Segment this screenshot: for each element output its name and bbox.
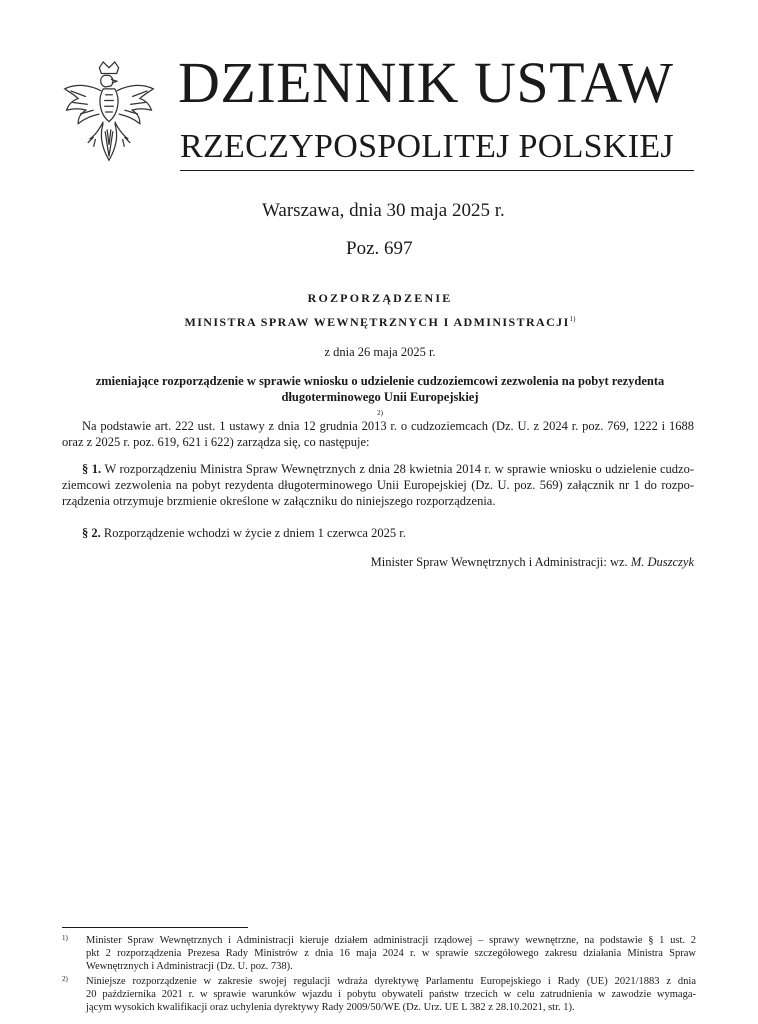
subject-line: zmieniające rozporządzenie w sprawie wniosku o udzielenie cudzoziemcowi zezwolenia na pobyt rezydenta: [95, 374, 665, 388]
signature-text: Minister Spraw Wewnętrznych i Administracji: wz.: [370, 555, 628, 569]
place-and-date: Warszawa, dnia 30 maja 2025 r.: [262, 200, 505, 221]
journal-title: DZIENNIK USTAW: [178, 50, 674, 115]
footnote-2: [62, 975, 696, 1015]
section-2: [62, 525, 694, 541]
section-1-text: W rozporządzeniu Ministra Spraw Wewnętrznych z dnia 28 kwietnia 2014 r. w sprawie wniosku o udzielenie cudzo-: [104, 462, 695, 476]
footnote-mark: 2): [62, 975, 68, 983]
footnote-line: Wewnętrznych i Administracji (Dz. U. poz. 738).: [86, 961, 293, 973]
section-1-label: § 1.: [82, 462, 102, 476]
footnote-1: [62, 934, 696, 974]
section-2-label: § 2.: [82, 526, 101, 540]
signatory-name: M. Duszczyk: [630, 555, 694, 569]
footnote-ref-2: 2): [377, 409, 383, 417]
act-issuer: [60, 311, 700, 330]
footnote-text: [86, 975, 696, 1015]
section-1-first-line: [62, 461, 694, 477]
paragraph-line: oraz z 2025 r. poz. 619, 621 i 622) zarządza się, co następuje:: [62, 435, 370, 450]
paragraph-line: rządzenia otrzymuje brzmienie określone w załączniku do niniejszego rozporządzenia.: [62, 494, 496, 509]
footnote-line: Niniejsze rozporządzenie w zakresie swojej regulacji wdraża dyrektywę Parlamentu Europejskiego i Rady (UE) 2021/1883 z dnia: [86, 976, 696, 987]
footnote-divider: [62, 927, 248, 928]
act-subject: [60, 373, 700, 424]
journal-subtitle: RZECZYPOSPOLITEJ POLSKIEJ: [180, 128, 674, 165]
issuer-name: MINISTRA SPRAW WEWNĘTRZNYCH I ADMINISTRACJI: [184, 315, 570, 329]
section-2-line: [62, 525, 694, 541]
section-1: [62, 461, 694, 510]
legal-basis-paragraph: [62, 418, 694, 450]
footnote-line: 20 października 2021 r. w sprawie warunków wjazdu i pobytu obywateli państw trzecich w celu zatrudnienia w zawodzie wymaga-: [86, 989, 696, 1001]
footnote-mark: 1): [62, 934, 68, 942]
white-eagle-emblem-icon: [60, 60, 158, 166]
section-2-text: Rozporządzenie wchodzi w życie z dniem 1 czerwca 2025 r.: [103, 526, 406, 540]
position-number: Poz. 697: [346, 238, 413, 259]
footnote-line: jącym wysokich kwalifikacji oraz uchylenia dyrektywy Rady 2009/50/WE (Dz. Urz. UE L 382 z 28.10.2021, str. 1).: [86, 1002, 575, 1014]
footnote-ref-1: 1): [569, 315, 576, 323]
act-type: ROZPORZĄDZENIE: [307, 291, 453, 305]
signature: [371, 554, 694, 570]
header-divider: [180, 170, 694, 171]
footnote-line: pkt 2 rozporządzenia Prezesa Rady Ministrów z dnia 16 maja 2024 r. w sprawie szczegółowego zakresu działania Ministra Spraw: [86, 948, 696, 960]
footnote-line: Minister Spraw Wewnętrznych i Administracji kieruje działem administracji rządowej – sprawy wewnętrzne, na podstawie § 1 ust. 2: [86, 935, 696, 946]
subject-line-text: długoterminowego Unii Europejskiej: [281, 390, 479, 404]
act-date: z dnia 26 maja 2025 r.: [324, 345, 436, 359]
paragraph-line: ziemcowi zezwolenia na pobyt rezydenta długoterminowego Unii Europejskiej (Dz. U. poz. 569) załącznik nr 1 do rozpo-: [62, 478, 694, 493]
paragraph-line: Na podstawie art. 222 ust. 1 ustawy z dnia 12 grudnia 2013 r. o cudzoziemcach (Dz. U. z 2024 r. poz. 769, 1222 i 1688: [82, 419, 694, 433]
footnote-text: [86, 934, 696, 974]
